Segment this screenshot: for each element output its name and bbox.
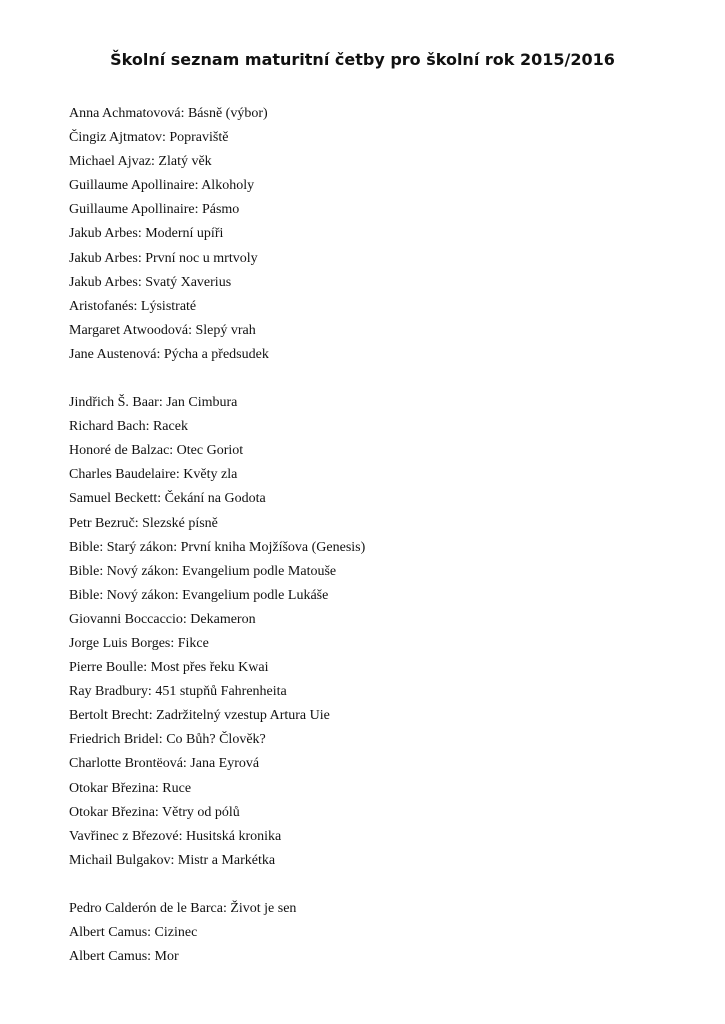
list-item: Pedro Calderón de le Barca: Život je sen [69, 900, 297, 916]
list-item: Jindřich Š. Baar: Jan Cimbura [69, 395, 238, 411]
list-item: Jane Austenová: Pýcha a předsudek [69, 346, 269, 362]
reading-list [69, 102, 689, 969]
list-item: Michail Bulgakov: Mistr a Markétka [69, 852, 276, 868]
list-item: Jakub Arbes: Svatý Xaverius [69, 274, 232, 290]
list-item: Ray Bradbury: 451 stupňů Fahrenheita [69, 684, 287, 700]
list-item: Anna Achmatovová: Básně (výbor) [69, 106, 268, 121]
list-item: Charles Baudelaire: Květy zla [69, 467, 238, 483]
list-item: Bible: Nový zákon: Evangelium podle Matouše [69, 563, 337, 579]
page-title: Školní seznam maturitní četby pro školní rok 2015/2016 [110, 50, 615, 69]
list-item: Jorge Luis Borges: Fikce [69, 635, 209, 651]
list-item: Jakub Arbes: Moderní upíři [69, 226, 224, 242]
list-group [69, 391, 689, 873]
list-item: Albert Camus: Mor [69, 949, 179, 965]
list-item: Margaret Atwoodová: Slepý vrah [69, 322, 256, 338]
list-item: Aristofanés: Lýsistraté [69, 298, 197, 314]
list-item: Giovanni Boccaccio: Dekameron [69, 611, 256, 627]
list-item: Guillaume Apollinaire: Alkoholy [69, 178, 255, 194]
list-item: Bible: Nový zákon: Evangelium podle Lukáše [69, 587, 329, 603]
list-item: Friedrich Bridel: Co Bůh? Člověk? [69, 732, 266, 748]
list-group [69, 102, 689, 367]
list-item: Vavřinec z Březové: Husitská kronika [69, 828, 282, 844]
list-item: Samuel Beckett: Čekání na Godota [69, 491, 266, 507]
list-item: Bible: Starý zákon: První kniha Mojžíšova (Genesis) [69, 539, 366, 555]
list-item: Otokar Březina: Větry od pólů [69, 804, 240, 820]
list-item: Otokar Březina: Ruce [69, 780, 192, 796]
list-group [69, 897, 689, 969]
list-item: Petr Bezruč: Slezské písně [69, 515, 218, 531]
list-item: Guillaume Apollinaire: Pásmo [69, 202, 240, 218]
list-item: Honoré de Balzac: Otec Goriot [69, 443, 244, 459]
list-item: Charlotte Brontëová: Jana Eyrová [69, 756, 260, 772]
list-item: Bertolt Brecht: Zadržitelný vzestup Artura Uie [69, 708, 330, 724]
list-item: Čingiz Ajtmatov: Popraviště [69, 130, 229, 146]
list-item: Michael Ajvaz: Zlatý věk [69, 154, 212, 170]
list-item: Pierre Boulle: Most přes řeku Kwai [69, 660, 269, 676]
list-item: Jakub Arbes: První noc u mrtvoly [69, 250, 258, 266]
list-item: Albert Camus: Cizinec [69, 925, 198, 940]
list-item: Richard Bach: Racek [69, 419, 188, 435]
